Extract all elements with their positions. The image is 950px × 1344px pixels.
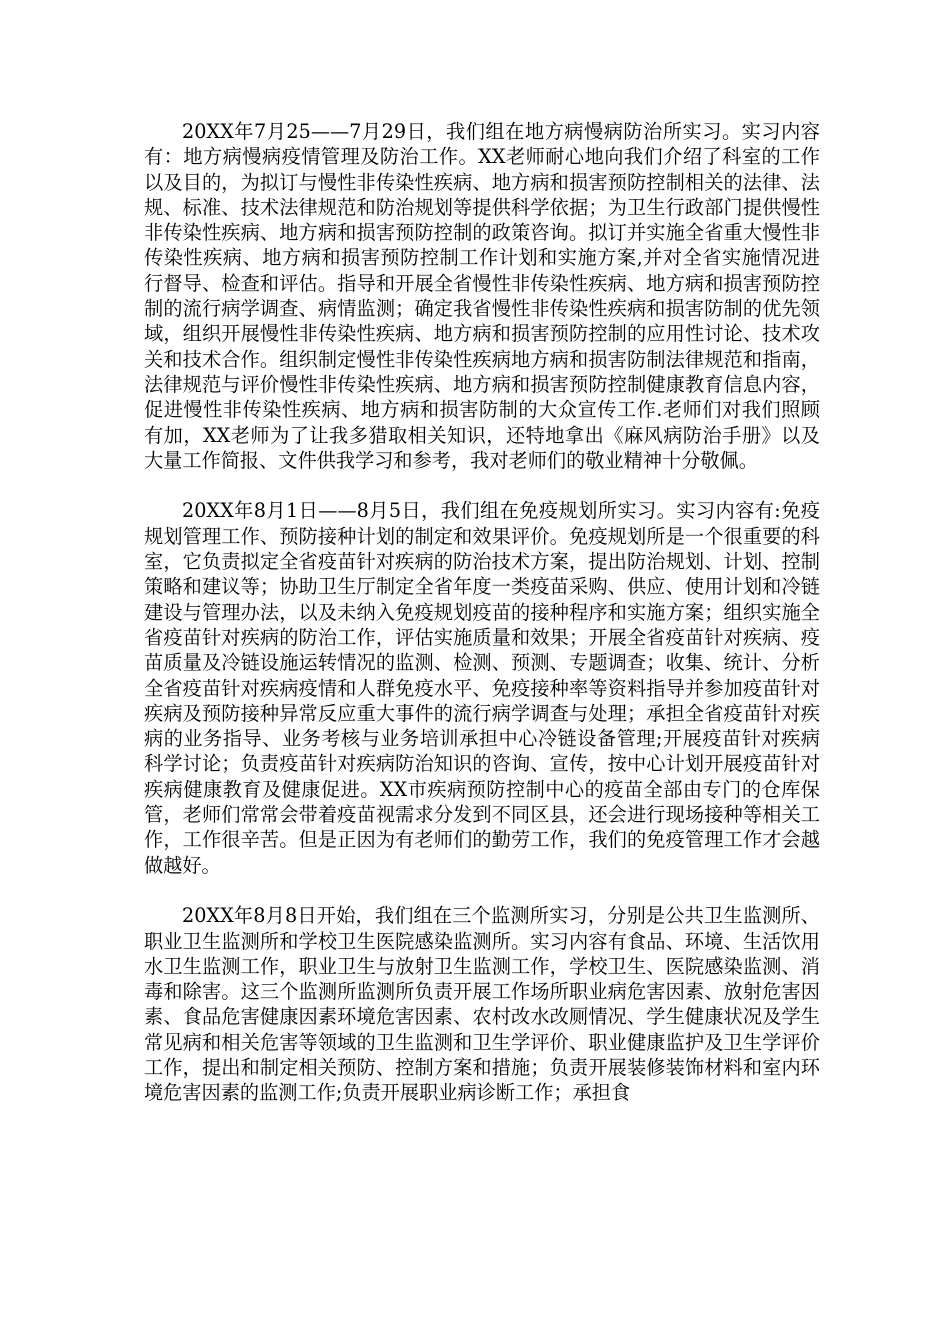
document-page xyxy=(144,119,820,1131)
paragraph-immunization-planning-internship: 20XX年8月1日——8月5日，我们组在免疫规划所实习。实习内容有:免疫规划管理工作、预防接种计划的制定和效果评价。免疫规划所是一个很重要的科室，它负责拟定全省疫苗针对疾病的防治技术方案，提出防治规划、计划、控制策略和建议等；协助卫生厅制定全省年度一类疫苗采购、供应、使用计划和冷链建设与管理办法，以及未纳入免疫规划疫苗的接种程序和实施方案；组织实施全省疫苗针对疾病的防治工作，评估实施质量和效果；开展全省疫苗针对疾病、疫苗质量及冷链设施运转情况的监测、检测、预测、专题调查；收集、统计、分析全省疫苗针对疾病疫情和人群免疫水平、免疫接种率等资料指导并参加疫苗针对疾病及预防接种异常反应重大事件的流行病学调查与处理；承担全省疫苗针对疾病的业务指导、业务考核与业务培训承担中心冷链设备管理;开展疫苗针对疾病科学讨论；负责疫苗针对疾病防治知识的咨询、宣传，按中心计划开展疫苗针对疾病健康教育及健康促进。XX市疾病预防控制中心的疫苗全部由专门的仓库保管，老师们常常会带着疫苗视需求分发到不同区县，还会进行现场接种等相关工作，工作很辛苦。但是正因为有老师们的勤劳工作，我们的免疫管理工作才会越做越好。 xyxy=(144,499,820,877)
paragraph-monitoring-institutes-internship: 20XX年8月8日开始，我们组在三个监测所实习，分别是公共卫生监测所、职业卫生监测所和学校卫生医院感染监测所。实习内容有食品、环境、生活饮用水卫生监测工作，职业卫生与放射卫生监测工作，学校卫生、医院感染监测、消毒和除害。这三个监测所监测所负责开展工作场所职业病危害因素、放射危害因素、食品危害健康因素环境危害因素、农村改水改厕情况、学生健康状况及学生常见病和相关危害等领域的卫生监测和卫生学评价、职业健康监护及卫生学评价工作，提出和制定相关预防、控制方案和措施；负责开展装修装饰材料和室内环境危害因素的监测工作;负责开展职业病诊断工作；承担食 xyxy=(144,904,820,1105)
paragraph-endemic-chronic-disease-internship: 20XX年7月25——7月29日，我们组在地方病慢病防治所实习。实习内容有：地方病慢病疫情管理及防治工作。XX老师耐心地向我们介绍了科室的工作以及目的，为拟订与慢性非传染性疾病、地方病和损害预防控制相关的法律、法规、标准、技术法律规范和防治规划等提供科学依据；为卫生行政部门提供慢性非传染性疾病、地方病和损害预防控制的政策咨询。拟订并实施全省重大慢性非传染性疾病、地方病和损害预防控制工作计划和实施方案,并对全省实施情况进行督导、检查和评估。指导和开展全省慢性非传染性疾病、地方病和损害预防控制的流行病学调查、病情监测；确定我省慢性非传染性疾病和损害防制的优先领域，组织开展慢性非传染性疾病、地方病和损害预防控制的应用性讨论、技术攻关和技术合作。组织制定慢性非传染性疾病地方病和损害防制法律规范和指南，法律规范与评价慢性非传染性疾病、地方病和损害预防控制健康教育信息内容，促进慢性非传染性疾病、地方病和损害防制的大众宣传工作.老师们对我们照顾有加，XX老师为了让我多猎取相关知识，还特地拿出《麻风病防治手册》以及大量工作简报、文件供我学习和参考，我对老师们的敬业精神十分敬佩。 xyxy=(144,120,820,472)
